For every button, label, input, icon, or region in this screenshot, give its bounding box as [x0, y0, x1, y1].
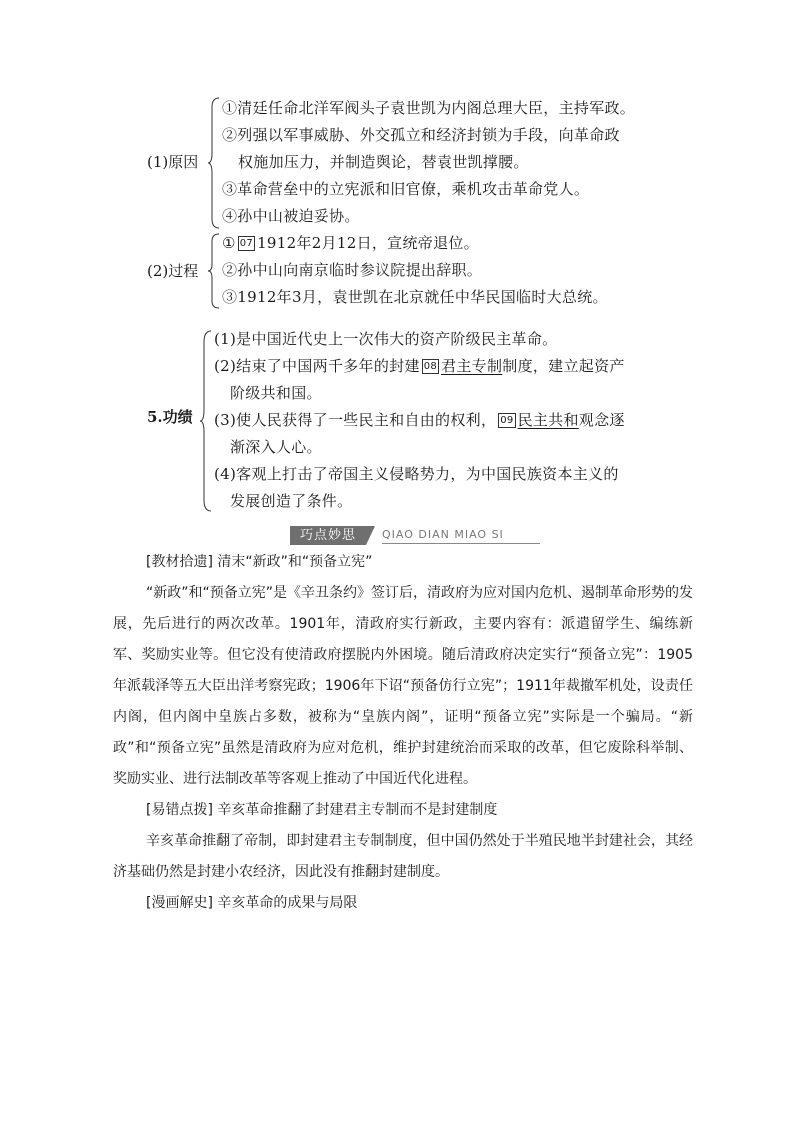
process-brace	[208, 233, 220, 309]
banner-title: 巧点妙思	[290, 526, 366, 545]
achievement-item: (4)客观上打击了帝国主义侵略势力，为中国民族资本主义的	[214, 465, 619, 483]
achievement-text: 观念逐	[578, 411, 625, 429]
note-heading: [易错点拨] 辛亥革命推翻了封建君主专制而不是封建制度	[146, 802, 498, 818]
question-tag: 07	[239, 238, 254, 249]
achievement-text: 制度，建立起资产	[502, 357, 625, 375]
note-text: “新政”和“预备立宪”是《辛丑条约》签订后，清政府为应对国内危机、遏制革命形势的发展，先后进行的两次改革。1901年，清政府实行新政，主要内容有：派遣留学生、编练新军、奖励实业等。但它没有使清政府摆脱内外困境。随后清政府决定实行“预备立宪”：1905年派载泽等五大臣出洋考察宪政；1906年下诏“预备仿行立宪”；1911年裁撤军机处，设责任内阁，但内阁中皇族占多数，被称为“皇族内阁”，证明“预备立宪”实际是一个骗局。“新政”和“预备立宪”虽然是清政府为应对危机，维护封建统治而采取的改革，但它废除科举制、奖励实业、进行法制改革等客观上推动了中国近代化进程。	[113, 585, 694, 787]
cause-item: ①清廷任命北洋军阀头子袁世凯为内阁总理大臣，主持军政。	[222, 99, 636, 117]
achievement-items	[214, 326, 625, 515]
cause-label: (1)原因	[147, 153, 199, 171]
question-tag: 09	[500, 415, 514, 426]
cause-item: ④孙中山被迫妥协。	[222, 207, 360, 225]
banner-rule	[382, 543, 540, 544]
note-paragraph	[113, 826, 693, 888]
cause-item-cont: 权施加压力，并制造舆论，替袁世凯撑腰。	[238, 153, 529, 171]
process-items	[222, 230, 608, 311]
achievement-label: 5.功绩	[147, 408, 193, 426]
process-block	[0, 230, 794, 312]
achievement-item: (1)是中国近代史上一次伟大的资产阶级民主革命。	[214, 330, 558, 348]
notes-section	[113, 549, 693, 916]
note-heading: [漫画解史] 辛亥革命的成果与局限	[146, 895, 358, 911]
cause-items	[222, 95, 635, 230]
cause-block	[0, 95, 794, 230]
achievement-item-cont: 阶级共和国。	[230, 384, 322, 402]
achievement-item	[214, 407, 625, 434]
cause-brace	[208, 97, 220, 229]
achievement-text: (2)结束了中国两千多年的封建	[214, 357, 420, 375]
process-item: ②孙中山向南京临时参议院提出辞职。	[222, 261, 483, 279]
process-item	[222, 230, 608, 257]
process-label: (2)过程	[147, 262, 199, 280]
key-term: 君主专制	[441, 357, 503, 375]
achievement-brace	[200, 330, 212, 512]
cause-item: ②列强以军事威胁、外交孤立和经济封锁为手段，向革命政	[222, 126, 620, 144]
key-term: 民主共和	[517, 411, 579, 429]
banner-pinyin: QIAO DIAN MIAO SI	[382, 528, 504, 541]
banner-arrow	[366, 526, 375, 545]
achievement-item-cont: 渐深入人心。	[230, 438, 322, 456]
achievement-text: (3)使人民获得了一些民主和自由的权利，	[214, 411, 497, 429]
achievement-item	[214, 353, 625, 380]
achievement-item-cont: 发展创造了条件。	[230, 492, 353, 510]
note-heading: [教材拾遗] 清末“新政”和“预备立宪”	[146, 554, 373, 570]
section-banner	[290, 526, 540, 546]
note-text: 辛亥革命推翻了帝制，即封建君主专制制度，但中国仍然处于半殖民地半封建社会，其经济基础仍然是封建小农经济，因此没有推翻封建制度。	[113, 833, 693, 880]
process-item-text: 1912年2月12日，宣统帝退位。	[257, 234, 479, 252]
process-item: ③1912年3月，袁世凯在北京就任中华民国临时大总统。	[222, 288, 608, 306]
achievement-block	[0, 326, 794, 516]
process-item-prefix: ①	[222, 234, 236, 252]
note-paragraph	[113, 578, 693, 795]
question-tag: 08	[423, 361, 438, 372]
cause-item: ③革命营垒中的立宪派和旧官僚，乘机攻击革命党人。	[222, 180, 590, 198]
